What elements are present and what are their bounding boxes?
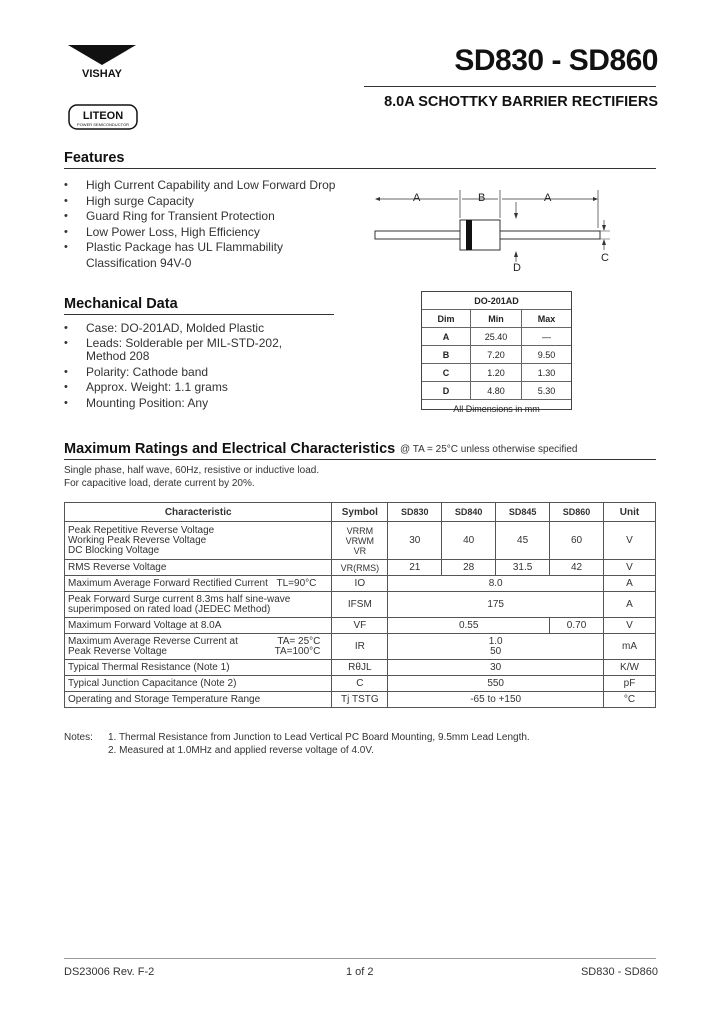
vishay-logo — [68, 45, 136, 79]
table-row — [422, 382, 571, 400]
characteristic-cell: Maximum Forward Voltage at 8.0A — [65, 618, 332, 634]
list-item: • Case: DO-201AD, Molded Plastic — [64, 321, 304, 337]
list-item: • Leads: Solderable per MIL-STD-202, Method 208 — [64, 337, 304, 363]
dim-cell: 25.40 — [471, 328, 522, 346]
list-item: • Guard Ring for Transient Protection — [64, 209, 354, 225]
table-row — [65, 522, 656, 560]
dim-cell: 5.30 — [522, 382, 572, 400]
characteristic-line: Maximum Average Reverse Current at — [68, 635, 238, 647]
liteon-logo — [68, 104, 138, 130]
mechanical-rule — [64, 314, 334, 315]
symbol-cell: IR — [332, 634, 388, 660]
mechanical-heading: Mechanical Data — [64, 296, 178, 312]
dim-table-title: DO-201AD — [474, 295, 519, 306]
list-item: • Polarity: Cathode band — [64, 365, 304, 381]
value-cell: 28 — [442, 560, 496, 576]
value-cell: 42 — [550, 560, 604, 576]
col-header: SD860 — [550, 503, 604, 522]
value-cell: 40 — [442, 522, 496, 560]
value-cell: 175 — [388, 592, 604, 618]
symbol-cell: RθJL — [332, 660, 388, 676]
note-2: 2. Measured at 1.0MHz and applied reverse voltage of 4.0V. — [108, 745, 374, 756]
value-cell: 21 — [388, 560, 442, 576]
list-item: • High surge Capacity — [64, 194, 354, 210]
unit-cell: A — [604, 592, 656, 618]
characteristic-cell: RMS Reverse Voltage — [65, 560, 332, 576]
footer-rule — [64, 958, 656, 959]
list-item: • Plastic Package has UL Flammability Classification 94V-0 — [64, 240, 296, 271]
characteristic-cell: Typical Thermal Resistance (Note 1) — [65, 660, 332, 676]
svg-text:VISHAY: VISHAY — [82, 68, 122, 79]
characteristic-line: Peak Reverse Voltage — [68, 645, 167, 657]
unit-cell: mA — [604, 634, 656, 660]
symbol-cell: IFSM — [332, 592, 388, 618]
characteristic-text: Maximum Average Forward Rectified Current — [68, 578, 268, 589]
value-cell: 8.0 — [388, 576, 604, 592]
ratings-rule — [64, 459, 656, 460]
characteristic-cell — [65, 576, 332, 592]
dim-cell: 7.20 — [471, 346, 522, 364]
dim-label-a-right: A — [544, 192, 552, 204]
mechanical-list — [64, 321, 304, 411]
package-outline-diagram — [370, 182, 620, 282]
notes-label: Notes: — [64, 732, 93, 743]
characteristic-cell — [65, 522, 332, 560]
dim-cell: A — [422, 328, 471, 346]
symbol-line: VRWM — [345, 535, 374, 546]
dim-cell: 9.50 — [522, 346, 572, 364]
value-line: 1.0 — [488, 635, 503, 647]
symbol-cell: IO — [332, 576, 388, 592]
list-item: • High Current Capability and Low Forward Drop — [64, 178, 354, 194]
value-cell — [388, 634, 604, 660]
condition-text: TA=100°C — [274, 645, 321, 657]
value-line: 50 — [490, 645, 502, 657]
title-rule — [364, 86, 656, 87]
list-item: • Low Power Loss, High Efficiency — [64, 225, 354, 241]
value-cell: 0.55 — [388, 618, 550, 634]
table-row — [65, 692, 656, 708]
dim-label-b: B — [478, 192, 486, 204]
characteristic-line: Peak Forward Surge current 8.3ms half sine-wave — [68, 593, 291, 605]
ratings-condition: @ TA = 25°C unless otherwise specified — [400, 444, 578, 455]
col-header: SD840 — [442, 503, 496, 522]
notes-block — [64, 731, 530, 757]
svg-text:POWER SEMICONDUCTOR: POWER SEMICONDUCTOR — [77, 122, 129, 127]
unit-cell: A — [604, 576, 656, 592]
col-header: Characteristic — [65, 503, 332, 522]
ratings-intro-2: For capacitive load, derate current by 20%. — [64, 478, 255, 489]
symbol-cell — [332, 522, 388, 560]
symbol-line: VRRM — [346, 525, 374, 536]
characteristic-line: Peak Repetitive Reverse Voltage — [68, 524, 215, 536]
characteristic-line: Working Peak Reverse Voltage — [68, 534, 207, 546]
symbol-cell: Tj TSTG — [332, 692, 388, 708]
value-cell: 31.5 — [496, 560, 550, 576]
dim-col-header: Min — [471, 310, 522, 328]
value-cell: 30 — [388, 660, 604, 676]
table-row — [422, 364, 571, 382]
unit-cell: pF — [604, 676, 656, 692]
note-1: 1. Thermal Resistance from Junction to Lead Vertical PC Board Mounting, 9.5mm Lead Length. — [108, 732, 530, 743]
value-cell: 45 — [496, 522, 550, 560]
characteristic-cell — [65, 592, 332, 618]
symbol-cell: C — [332, 676, 388, 692]
symbol-cell: VR(RMS) — [332, 560, 388, 576]
unit-cell: V — [604, 560, 656, 576]
value-cell: 550 — [388, 676, 604, 692]
col-header: Unit — [604, 503, 656, 522]
features-list — [64, 178, 354, 271]
dim-cell: 1.20 — [471, 364, 522, 382]
list-item: • Approx. Weight: 1.1 grams — [64, 380, 304, 396]
table-row — [65, 660, 656, 676]
unit-cell: °C — [604, 692, 656, 708]
characteristic-line: DC Blocking Voltage — [68, 544, 160, 556]
symbol-cell: VF — [332, 618, 388, 634]
table-header-row — [65, 503, 656, 522]
dim-cell: — — [522, 328, 572, 346]
document-subtitle: 8.0A SCHOTTKY BARRIER RECTIFIERS — [384, 94, 658, 110]
table-row — [65, 634, 656, 660]
symbol-line: VR — [353, 545, 367, 556]
svg-text:LITEON: LITEON — [82, 110, 124, 122]
dim-cell: D — [422, 382, 471, 400]
table-row — [65, 618, 656, 634]
col-header: Symbol — [332, 503, 388, 522]
dim-table-footer: All Dimensions in mm — [422, 400, 571, 418]
dim-cell: C — [422, 364, 471, 382]
value-cell: 30 — [388, 522, 442, 560]
characteristic-cell — [65, 634, 332, 660]
list-item: • Mounting Position: Any — [64, 396, 304, 412]
dim-col-header: Dim — [422, 310, 471, 328]
value-cell: 0.70 — [550, 618, 604, 634]
footer-doc-id: DS23006 Rev. F-2 — [64, 966, 155, 978]
characteristic-cell: Typical Junction Capacitance (Note 2) — [65, 676, 332, 692]
dim-col-header: Max — [522, 310, 572, 328]
dim-cell: 1.30 — [522, 364, 572, 382]
ratings-intro-1: Single phase, half wave, 60Hz, resistive or inductive load. — [64, 465, 320, 476]
col-header: SD845 — [496, 503, 550, 522]
table-row — [65, 576, 656, 592]
characteristic-cell: Operating and Storage Temperature Range — [65, 692, 332, 708]
value-cell: -65 to +150 — [388, 692, 604, 708]
unit-cell: K/W — [604, 660, 656, 676]
table-row — [65, 676, 656, 692]
table-row — [422, 328, 571, 346]
unit-cell: V — [604, 618, 656, 634]
condition-text: TL=90°C — [276, 578, 317, 589]
value-cell: 60 — [550, 522, 604, 560]
dim-label-a-left: A — [413, 192, 421, 204]
table-row — [65, 592, 656, 618]
dim-cell: 4.80 — [471, 382, 522, 400]
condition-text: TA= 25°C — [277, 635, 321, 647]
characteristic-line: superimposed on rated load (JEDEC Method) — [68, 603, 271, 615]
document-title: SD830 - SD860 — [454, 44, 658, 77]
dim-cell: B — [422, 346, 471, 364]
table-row — [422, 346, 571, 364]
features-rule — [64, 168, 656, 169]
dimension-table — [421, 291, 572, 414]
ratings-heading: Maximum Ratings and Electrical Characteristics — [64, 441, 396, 457]
table-row — [65, 560, 656, 576]
unit-cell: V — [604, 522, 656, 560]
dim-label-c: C — [601, 252, 609, 264]
footer-part-range: SD830 - SD860 — [580, 966, 658, 978]
dim-label-d: D — [513, 262, 521, 274]
col-header: SD830 — [388, 503, 442, 522]
ratings-table — [64, 502, 656, 708]
features-heading: Features — [64, 150, 125, 166]
footer-page-number: 1 of 2 — [346, 966, 374, 978]
